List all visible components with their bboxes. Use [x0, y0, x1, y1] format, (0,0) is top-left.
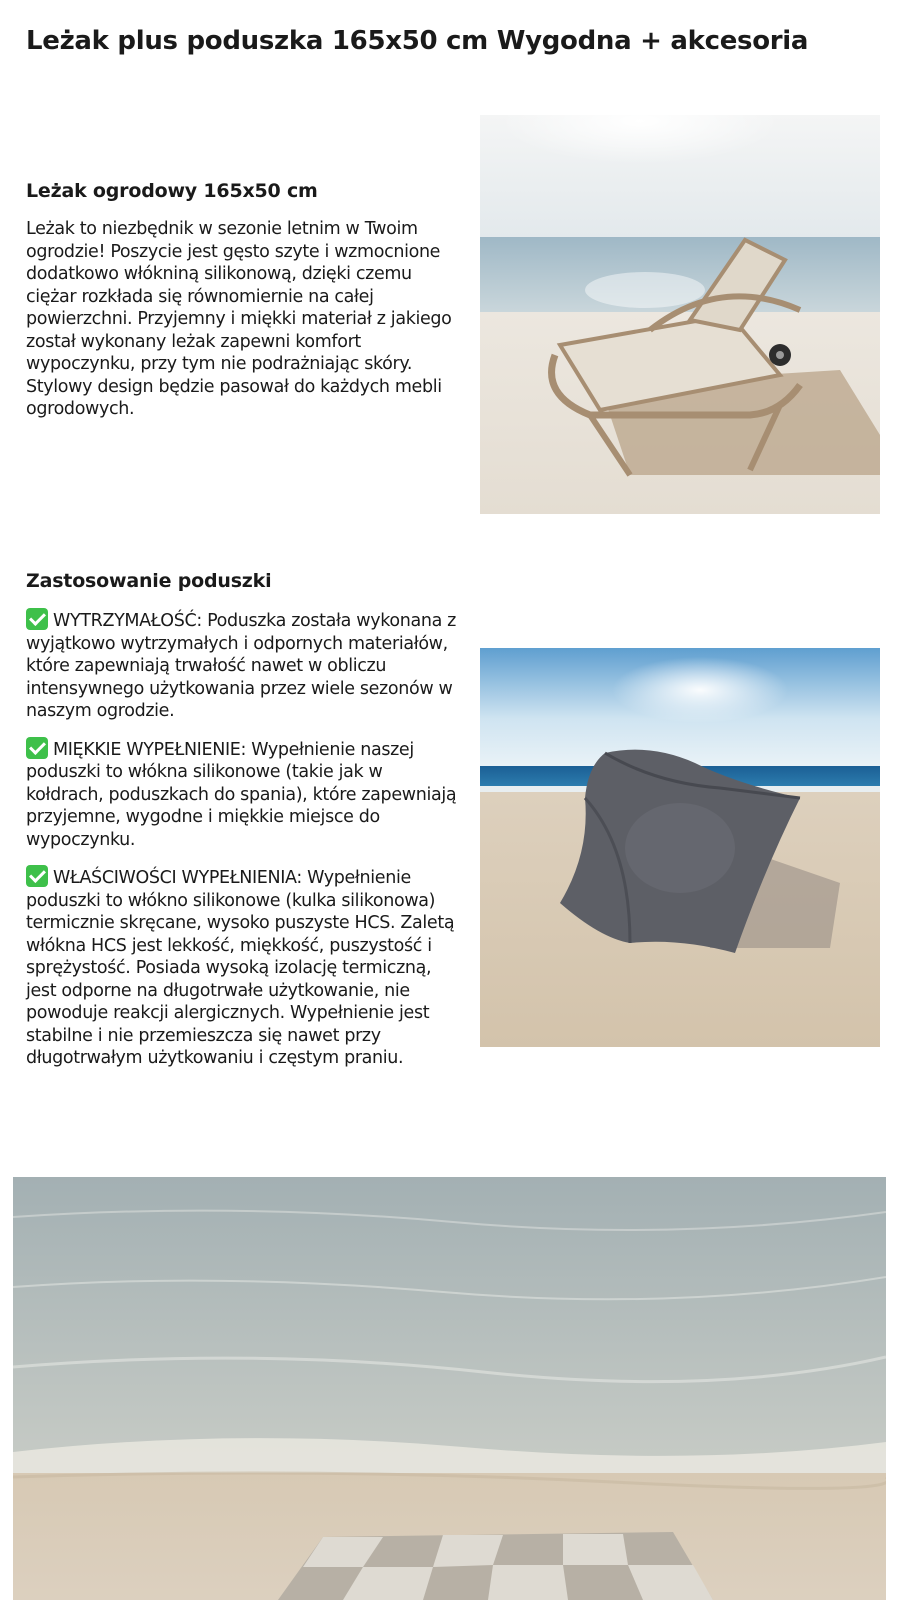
feature-item-filling-properties	[26, 865, 462, 1070]
lounger-beach-image	[480, 115, 880, 514]
feature-item-durability	[26, 608, 462, 723]
page-title: Leżak plus poduszka 165x50 cm Wygodna + akcesoria	[26, 26, 809, 56]
feature-text: MIĘKKIE WYPEŁNIENIE: Wypełnienie naszej poduszki to włókna silikonowe (takie jak w kołdrach, poduszkach do spania), które zapewniają przyjemne, wygodne i miękkie miejsce do wypoczynku.	[26, 739, 457, 850]
check-mark-icon	[26, 737, 48, 759]
lounger-paragraph: Leżak to niezbędnik w sezonie letnim w Twoim ogrodzie! Poszycie jest gęsto szyte i wzmocnione dodatkowo włókniną silikonową, dzięki czemu ciężar rozkłada się równomiernie na całej powierzchni. Przyjemny i miękki materiał z jakiego został wykonany leżak zapewni komfort wypoczynku, przy tym nie podrażniając skóry. Stylowy design będzie pasował do każdych mebli ogrodowych.	[26, 219, 452, 419]
pillow-beach-image	[480, 648, 880, 1047]
lounger-heading: Leżak ogrodowy 165x50 cm	[26, 180, 318, 202]
pillow-heading: Zastosowanie poduszki	[26, 570, 272, 592]
check-mark-icon	[26, 608, 48, 630]
lounger-section	[26, 180, 462, 435]
pillow-section	[26, 570, 462, 1084]
check-mark-icon	[26, 865, 48, 887]
feature-text: WŁAŚCIWOŚCI WYPEŁNIENIA: Wypełnienie poduszki to włókno silikonowe (kulka silikonowa) termicznie skręcane, wysoko puszyste HCS. Zaletą włókna HCS jest lekkość, miękkość, puszystość i sprężystość. Posiada wysoką izolację termiczną, jest odporne na długotrwałe użytkowanie, nie powoduje reakcji alergicznych. Wypełnienie jest stabilne i nie przemieszcza się nawet przy długotrwałym użytkowaniu i częstym praniu.	[26, 868, 455, 1068]
feature-item-soft-filling	[26, 737, 462, 852]
feature-text: WYTRZYMAŁOŚĆ: Poduszka została wykonana z wyjątkowo wytrzymałych i odpornych materiałów, które zapewniają trwałość nawet w obliczu intensywnego użytkowania przez wiele sezonów w naszym ogrodzie.	[26, 611, 457, 721]
beach-towel-image	[13, 1177, 886, 1600]
